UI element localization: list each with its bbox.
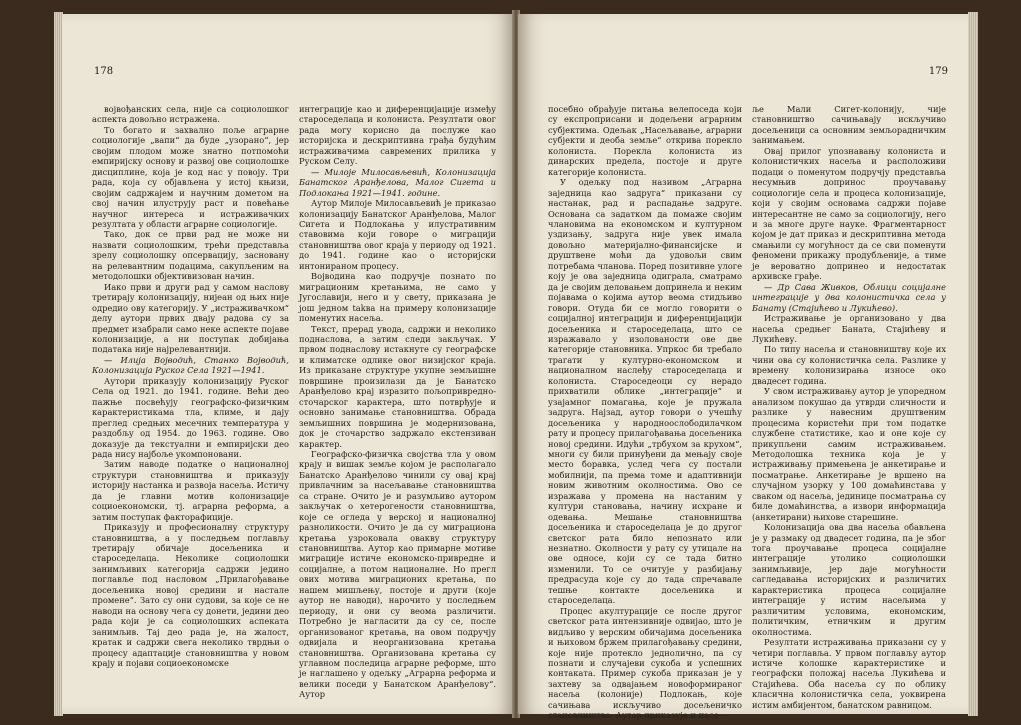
paragraph: — Др Сава Живков, Облици социјалне интеграције у два колонистичка села у Банату (Стајићево и Лукићево). [752,281,946,313]
left-page-column-2 [299,104,496,700]
paragraph: Затим наводе податке о националној структури становништва и приказују историју настанка и развоја насеља. Истичу да је главни мотив колонизације социоекономски, тј. аграрна реформа, а затим поступак факторафиције. [92,459,289,522]
paragraph: — Илија Војводић, Станко Војводић, Колонизација Руског Села 1921—1941. [92,354,289,376]
paragraph: У свом истраживању аутор је упоредном анализом покушао да утврди сличности и разлике у навесним друштвеним процесима користећи при том податке службене статистике, као и оне које су прикупљени самим истраживањем. Методолошка техника која је у истраживању примењена је анкетирање и посматрање. Анкетирање је вршено на случајном узорку у 100 домаћинстава у сваком од насеља, јединице посматрања су биле домаћинства, а извори информација (анкетирани) њихове старешине. [752,386,946,522]
paragraph: Аутори приказују колонизацију Руског Села од 1921. до 1941. године. Већи део пажње посвећују географско-физичким карактеристикама тла, климе, и дају преглед средњих месечних температура у раздобљу од 1954. до 1963. године. Ово доказује да текстуални и емпиријски део рада нису најбоље укомпоновани. [92,375,289,459]
paragraph: посебно обрађује питања велепоседа који су експроприсани и додељени аграрним субјектима. Одељак „Насељавање, аграрни субјекти и деоба земље“ открива порекло колониста. Порекла колониста из динарских предела, постоје и друге категорије колониста. [548,104,742,177]
paragraph: Тако, док се први рад не може ни назвати социолошким, трећи представља зрелу социолошку опсервацију, засновану на релевантним подацима, сакупљеним на методолошки објективизован начин. [92,229,289,282]
page-number-right: 179 [928,66,948,77]
paragraph: ље Мали Сигет-колонију, чије становништво сачињавају искључиво досељеници са основним земљорадничким занимањем. [752,104,946,146]
paragraph: Истраживање је организовано у два насеља средњег Баната, Стајићеву и Лукићеву. [752,313,946,344]
left-page [62,14,514,714]
paragraph: интеграције као и диференцијације између староседелаца и колониста. Резултати овог рада могу корисно да послуже као историјска и дескриптивна грађа будућим истраживачима савремених прилика у Руском Селу. [299,104,496,167]
page-number-left: 178 [94,66,114,77]
paragraph: Аутор Милоје Милосављевић је приказао колонизацију Банатског Аранђелова, Малог Сигета и Подлокања у илустративним ставовима који говоре о миграцији становништва овог краја у периоду од 1921. до 1941. године као о историјски интонираном процесу. [299,198,496,271]
paragraph: Војводина као подручје познато по миграционим кретањима, не само у Југославији, него и у свету, приказана је још једном takва на примеру колонизације поменутих насеља. [299,271,496,324]
paragraph: У одељку под називом „Аграрна заједница као задруга“ приказани су настанак, рад и распадање задруге. Основана са задатком да помаже својим члановима на економском и културном уздизању, задруга није увек имала довољно материјално-финансијске и друштвене моћи да удовољи свим потребама чланова. Поред позитивне улоге коју је ова заједница одиграла, сматрамо да је својим деловањем допринела и неким појавама о којима аутор веома стидљиво говори. Отуда би се могло говорити о социјалној интеграцији и диференцијацији досељеника и староседелаца, што се изражавало у изолованости ове две категорије становника. Упркос би требало трагати у културно-економском и националном наслеђу староседелаца и колониста. Староседеоци су нерадо прихватили облике „интеграције“ и узајамног помагања, које је пружала задруга. Најзад, аутор говори о учешћу досељеника у народноослободилачком рату и процесу прилагођавања досељеника новој средини. Идући „трбухом за крухом“, многи су били принуђени да мењају своје место боравка, услед чега су постали мобилнији, па према томе и адаптивнији новим животним околностима. Ово се изражава у промена на настаним у култури становања, начину исхране и одевања. Мешање становништва досељеника и староседелаца је до другог светског рата било непознато или незнатно. Околности у рату су утицале на ове односе, који су се тада битно изменили. То се очитује у разбијању предрасуда које су до тада спречавале тешње контакте досељеника и староседелаца. [548,177,742,606]
paragraph: Приказују и професионалну структуру становништва, а у последњем поглављу третирају обичаје досељеника и староседелаца. Неколике социолошки занимљивих категорија садржи једино поглавље под насловом „Прилагођавање досељеника новој средини и настале промене“. Зато су они судови, за које се не наводи на основу чега су донети, једини део рада који је са социолошких аспеката занимљив. Тај део рада је, на жалост, кратак и садржи свега неколико тврдњи о процесу адаптације становништва у новом крају и појави социоекономске [92,522,289,669]
paragraph: Географско-физичка својства тла у овом крају и вишак земље којом је располагало Банатско Аранђелово чинили су овај крај привлачним за насељавање становништва са стране. Очито је и разумљиво аутором закључак о хетерогености становништва, које се огледа у верској и националној разноликости. Очито је да су миграциона кретања узроковала овакву структуру становништва. Аутор као примарне мотиве миграције истиче економско-привредне и социјалне, а потом националне. Но прегл ових мотива миграционих кретања, по нашем мишљењу, постоје и други (које аутор не наводи), нарочито у последњем периоду, и они су веома различити. Потребно је нагласити да су се, после организованог кретања, на овом подручју одвијала и неорганизована кретања становништва. Организована кретања су углавном последица аграрне реформе, што је наглашено у одељку „Аграрна реформа и велики поседи у Банатском Аранђелову“. Аутор [299,448,496,700]
paragraph: То богато и захвално поље аграрне социологије „вапи“ да буде „узорано“, јер својим плодом може знатно потпомоћи емпиријску основу и развој ове социолошке дисциплине, која је код нас у повоју. Три рада, која су објављена у истој књизи, својим садржајем и научним дометом на свој начин илуструју раст и повећање научног интереса и истраживачких резултата у области аграрне социологије. [92,124,289,229]
page-edges-right [968,12,978,716]
paragraph: — Милоје Милосављевић, Колонизација Банатског Аранђелова, Малог Сигета и Подлокања 1921—1941. године. [299,166,496,198]
paragraph: Овај прилог упознавању колониста и колонистичких насеља и расположиви подаци о поменутом подручју представља несумњив допринос проучавању социологије села и процеса колонизације, који у својим основама садржи појаве интересантне не само за социологију, него и за многе друге науке. Фрагментарност којом је дат приказ и дескриптивна метода смањили су могућност да се сви поменути феномени прикажу продубљеније, а тиме је вероватно допринео и недостатак архивске грађе. [752,145,946,282]
left-page-column-1 [92,104,289,684]
paragraph: Текст, прерад увода, садржи и неколико поднаслова, а затим следи закључак. У првом поднаслову истакнуте су географске и климатске одлике овог низијског краја. Из приказане структуре укупне земљишне површине произилази да је Банатско Аранђелово крај изразито пољопривредно-сточарског карактера, што потврђује и основно занимање становништва. Обрада земљишних површина је модернизована, док је сточарство задржало екстензиван карактер. [299,323,496,449]
paragraph: Иако први и други рад у самом наслову третирају колонизацију, нијеан од њих није одредио ову категорију. У „истраживачком“ делу аутори првих двају радова су за предмет изабрали само неке аспекте појаве колонизације, а ни поступак добијања података није најрелевантнији. [92,281,289,355]
right-page-column-1 [548,104,742,721]
right-page-column-2 [752,104,946,710]
paragraph: Колонизација ова два насеља обављена је у размаку од двадесет година, па је због тога проучавање процеса социјалне интеграције утолико социолошки занимљивије, јер даје могућности сагледавања историјских и различитих карактеристика процеса социјалне интеграције у истим насељима у различитим условима, економским, политичким, етничким и другим околностима. [752,522,946,637]
paragraph: Резултати истраживања приказани су у четири поглавља. У првом поглављу аутор истиче колошке карактеристике и географски положај насеља Лукићева и Стајићева. Оба насеља су по облику класична колонистичка села, уоквирена истим амбијентом, банатском равницом. [752,637,946,710]
paragraph: По типу насеља и становништву које их чини ова су колонистичка села. Разлике у времену колонизирања износе око двадесет година. [752,344,946,386]
right-page [518,14,970,721]
paragraph: војвођанских села, није са социолошког аспекта довољно истражена. [92,104,289,125]
paragraph: Процес акултурације се после другог светског рата интензивније одвијао, што је видљиво у верским обичајима досељеника и њиховом бржем прилагођавању средини, које није протекло једнолично, па су познати и случајеви сукоба и успешних контаката. Пример сукоба приказан је у захтеву за одвајањем новоформираног насеља (колоније) Подлокањ, које сачињава искључиво досељеничко становништво. Аутор приказује и насе- [548,605,742,721]
